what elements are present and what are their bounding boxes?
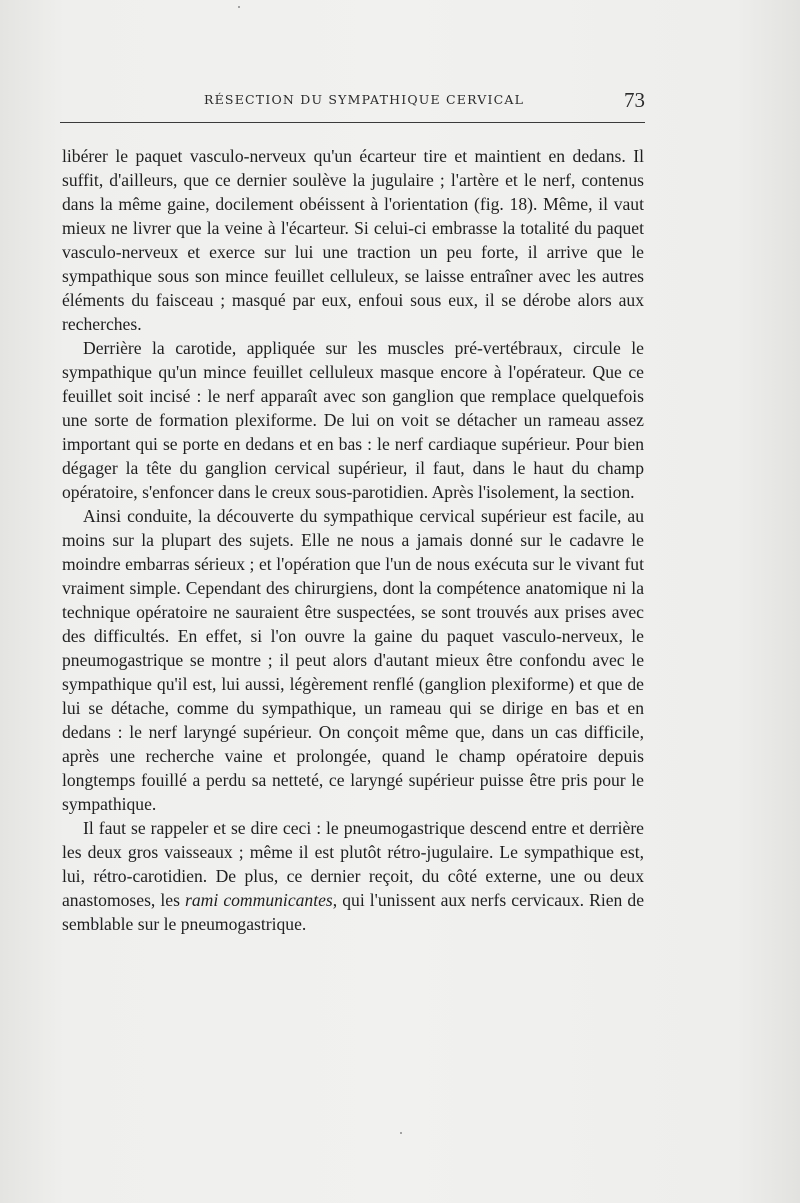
paragraph-4-start: Il faut se rappeler et se dire ceci : le pneumogastrique descend entre et derrière les deux gros vaisseaux ; même il est plutôt rétro-jugulaire. Le sympathique est, lui, rétro-carotidien. De plus, ce dernier reçoit, du côté externe, une ou deux anastomoses, les bbox=[62, 818, 644, 910]
header-rule bbox=[60, 122, 645, 123]
page-header bbox=[60, 88, 645, 116]
paragraph-4-italic-term: rami communicantes bbox=[185, 890, 333, 910]
page-number: 73 bbox=[624, 88, 645, 112]
paper-speck bbox=[238, 6, 240, 8]
paper-speck bbox=[400, 1132, 402, 1134]
paragraph-3: Ainsi conduite, la découverte du sympathique cervical supérieur est facile, au moins sur la plupart des sujets. Elle ne nous a jamais donné sur le cadavre le moindre embarras sérieux ; et l'opération que l'un de nous exécuta sur le vivant fut vraiment simple. Cependant des chirurgiens, dont la compétence anatomique ni la technique opératoire ne sauraient être suspectées, se sont trouvés aux prises avec des difficultés. En effet, si l'on ouvre la gaine du paquet vasculo-nerveux, le pneumogastrique se montre ; il peut alors d'autant mieux être confondu avec le sympathique qu'il est, lui aussi, légèrement renflé (ganglion plexiforme) et que de lui se détache, comme du sympathique, un rameau qui se dirige en bas et en dedans : le nerf laryngé supérieur. On conçoit même que, dans un cas difficile, après une recherche vaine et prolongée, quand le champ opératoire depuis longtemps fouillé a perdu sa netteté, ce laryngé supérieur puisse être pris pour le sympathique. bbox=[62, 506, 644, 814]
paragraph-1: libérer le paquet vasculo-nerveux qu'un écarteur tire et maintient en dedans. Il suffit, d'ailleurs, que ce dernier soulève la jugulaire ; l'artère et le nerf, contenus dans la même gaine, docilement obéissent à l'orientation (fig. 18). Même, il vaut mieux ne livrer que la veine à l'écarteur. Si celui-ci embrasse la totalité du paquet vasculo-nerveux et exerce sur lui une traction un peu forte, il arrive que le sympathique sous son mince feuillet celluleux, se laisse entraîner avec les autres éléments du faisceau ; masqué par eux, enfoui sous eux, il se dérobe alors aux recherches. bbox=[62, 146, 644, 334]
paragraph-2: Derrière la carotide, appliquée sur les muscles pré-vertébraux, circule le sympathique qu'un mince feuillet celluleux masque encore à l'opérateur. Que ce feuillet soit incisé : le nerf apparaît avec son ganglion que remplace quelquefois une sorte de formation plexiforme. De lui on voit se détacher un rameau assez important qui se porte en dedans et en bas : le nerf cardiaque supérieur. Pour bien dégager la tête du ganglion cervical supérieur, il faut, dans le haut du champ opératoire, s'enfoncer dans le creux sous-parotidien. Après l'isolement, la section. bbox=[62, 338, 644, 502]
paragraph-4-end: , qui l'unissent aux nerfs cervicaux. Rien de semblable sur le pneumogastrique. bbox=[62, 890, 645, 934]
paragraph-4 bbox=[62, 816, 644, 936]
body-text bbox=[62, 144, 644, 936]
running-title: RÉSECTION DU SYMPATHIQUE CERVICAL bbox=[204, 92, 525, 107]
